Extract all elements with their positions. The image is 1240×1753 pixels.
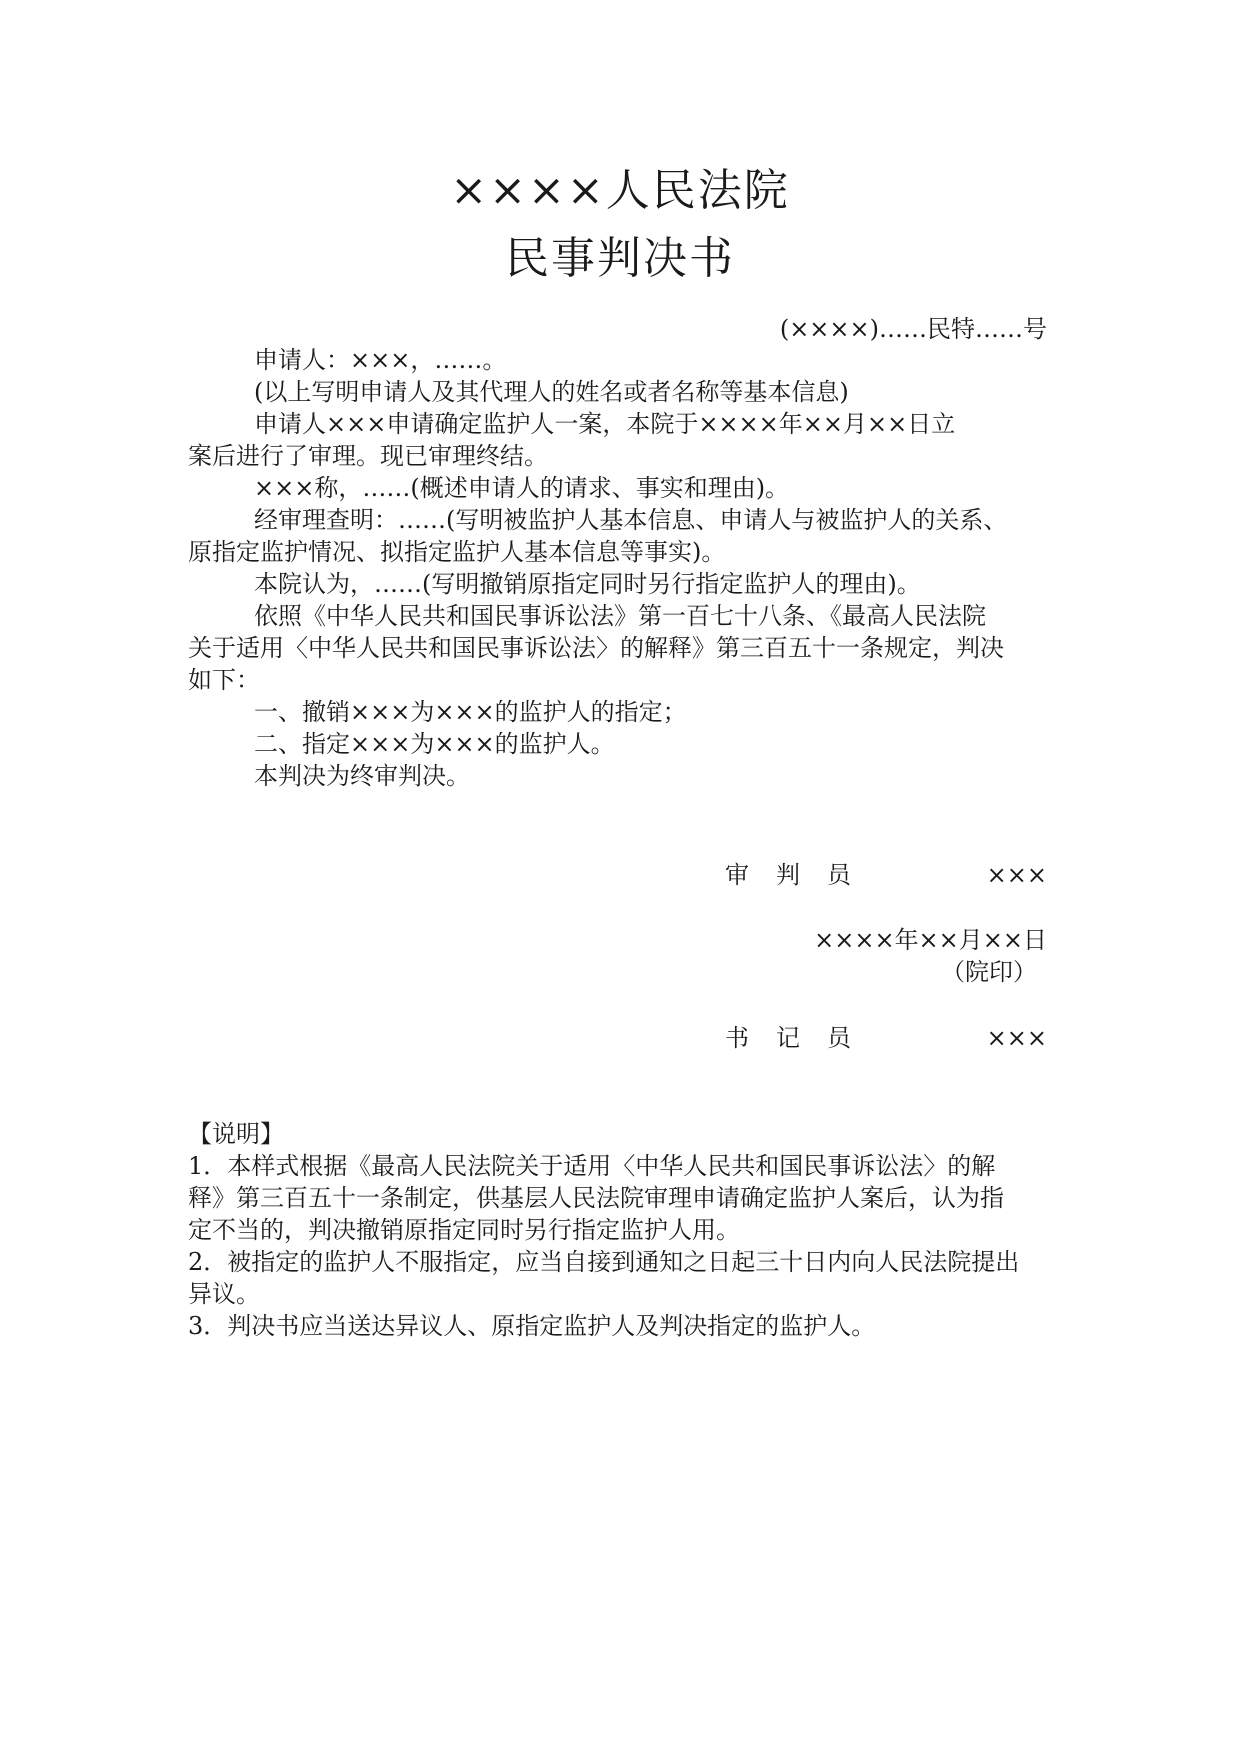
- ruling-item-1: 一、撤销×××为×××的监护人的指定；: [254, 698, 687, 726]
- judgment-date: ××××年××月××日: [814, 926, 1047, 954]
- court-seal: （院印）: [941, 958, 1037, 986]
- basis-line-3: 如下：: [188, 666, 260, 694]
- claim-line: ×××称，……(概述申请人的请求、事实和理由)。: [254, 474, 790, 502]
- document-title: 民事判决书: [505, 233, 735, 284]
- court-title: ××××人民法院: [450, 165, 790, 216]
- basis-line-2: 关于适用〈中华人民共和国民事诉讼法〉的解释》第三百五十一条规定，判决: [188, 634, 1004, 662]
- applicant-line: 申请人：×××，……。: [254, 346, 507, 374]
- applicant-note: (以上写明申请人及其代理人的姓名或者名称等基本信息): [254, 378, 849, 406]
- judge-name: ×××: [986, 861, 1047, 889]
- notes-heading: 【说明】: [188, 1120, 284, 1148]
- clerk-name: ×××: [986, 1024, 1047, 1052]
- intro-line-1: 申请人×××申请确定监护人一案，本院于××××年××月××日立: [254, 410, 956, 438]
- opinion-line: 本院认为，……(写明撤销原指定同时另行指定监护人的理由)。: [254, 570, 921, 598]
- judge-role-label: 审判员: [725, 861, 878, 889]
- note-3-line-1: 3．判决书应当送达异议人、原指定监护人及判决指定的监护人。: [188, 1312, 876, 1340]
- basis-line-1: 依照《中华人民共和国民事诉讼法》第一百七十八条、《最高人民法院: [254, 602, 986, 630]
- note-1-line-2: 释》第三百五十一条制定，供基层人民法院审理申请确定监护人案后，认为指: [188, 1184, 1004, 1212]
- final-statement: 本判决为终审判决。: [254, 762, 470, 790]
- note-1-line-3: 定不当的，判决撤销原指定同时另行指定监护人用。: [188, 1216, 740, 1244]
- note-2-line-1: 2．被指定的监护人不服指定，应当自接到通知之日起三十日内向人民法院提出: [188, 1248, 1020, 1276]
- intro-line-2: 案后进行了审理。现已审理终结。: [188, 442, 548, 470]
- clerk-role-label: 书记员: [725, 1024, 878, 1052]
- note-2-line-2: 异议。: [188, 1280, 260, 1308]
- facts-line-2: 原指定监护情况、拟指定监护人基本信息等事实)。: [188, 538, 726, 566]
- facts-line-1: 经审理查明：……(写明被监护人基本信息、申请人与被监护人的关系、: [254, 506, 1008, 534]
- note-1-line-1: 1．本样式根据《最高人民法院关于适用〈中华人民共和国民事诉讼法〉的解: [188, 1152, 996, 1180]
- case-number: (××××)……民特……号: [779, 315, 1047, 343]
- ruling-item-2: 二、指定×××为×××的监护人。: [254, 730, 615, 758]
